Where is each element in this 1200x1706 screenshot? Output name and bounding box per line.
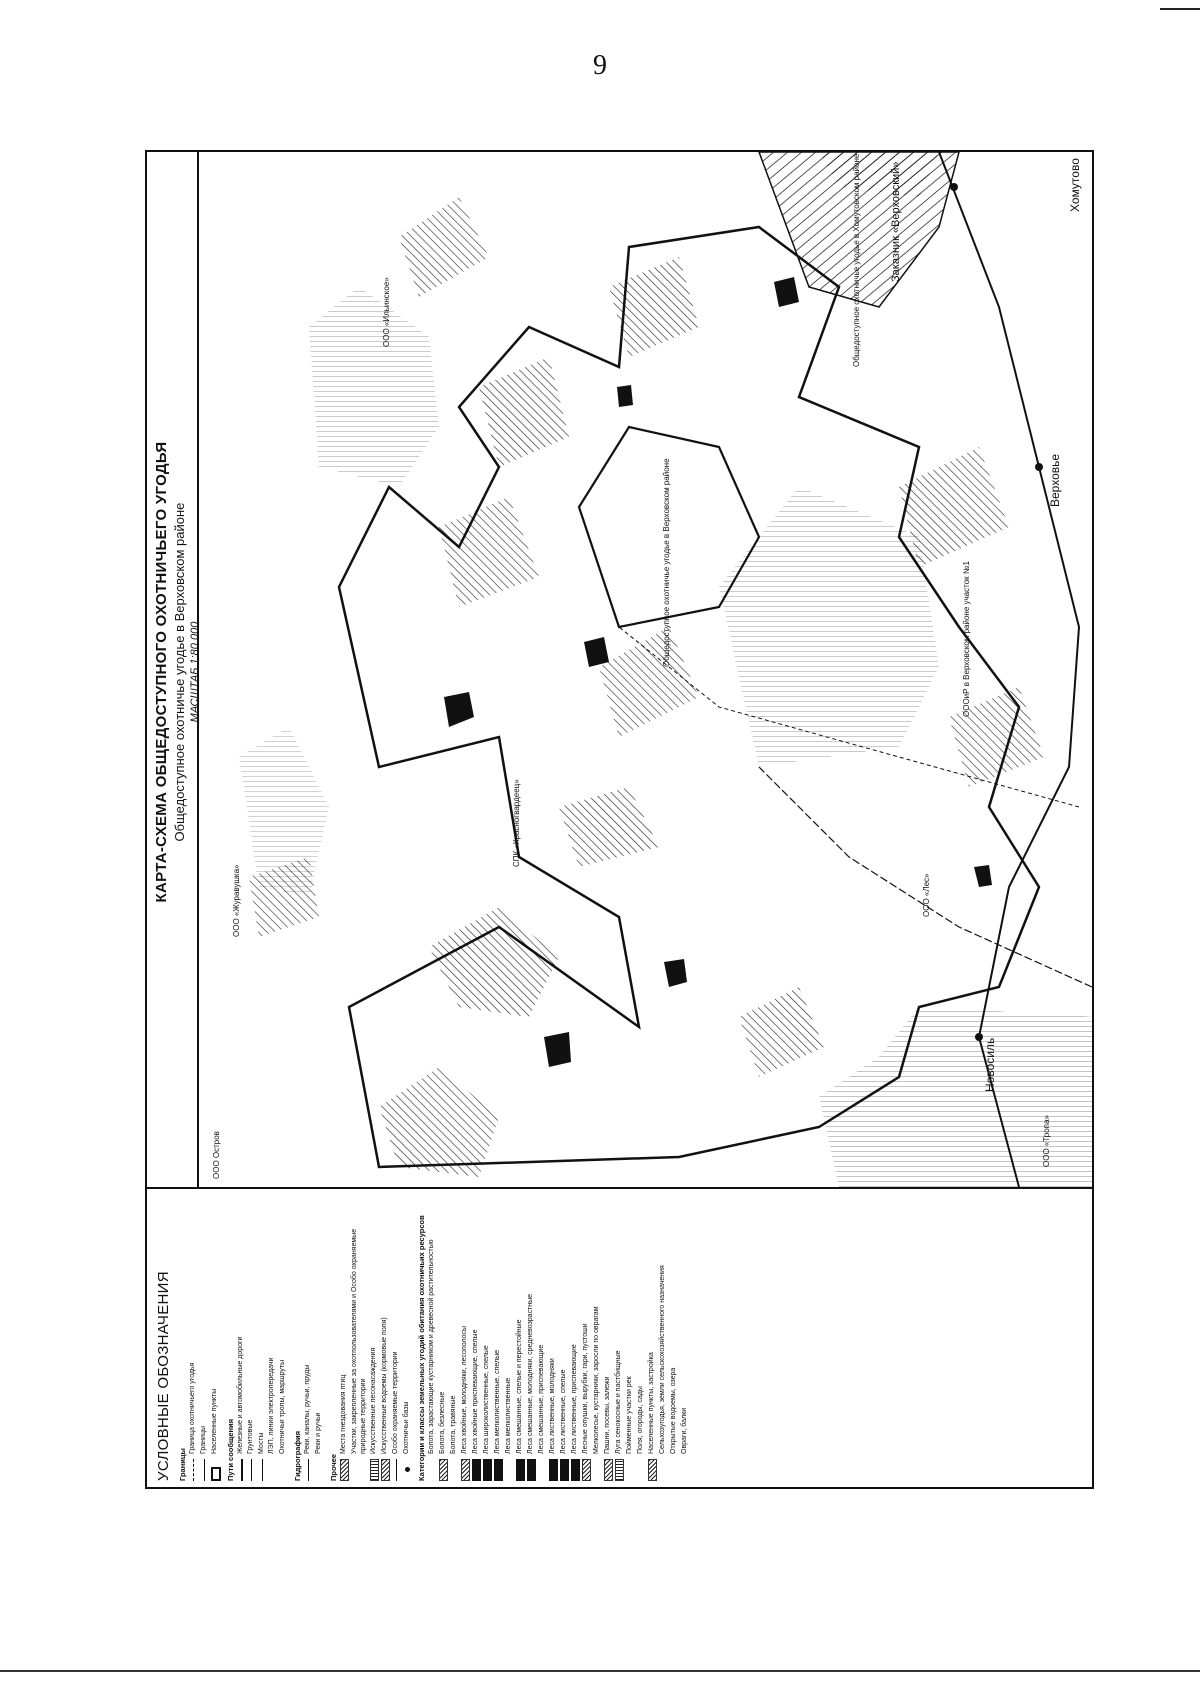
label-spk-krasnogvardeets: СПК «Красногвардеец» (512, 779, 521, 867)
forest-patch-3 (559, 787, 659, 867)
top-rule (1160, 8, 1200, 10)
label-general-access: Общедоступное охотничье угодье в Верховском районе (662, 458, 671, 667)
legend-swatch-thin (204, 1459, 208, 1481)
legend-item (505, 1195, 514, 1481)
legend-item (268, 1195, 277, 1481)
legend-swatch-empty (505, 1459, 514, 1481)
label-ooooip-verkhovsky: ОООиР в Верховском районе участок №1 (962, 561, 971, 717)
label-ooo-zhuravushka: ООО «Журавушка» (232, 864, 241, 937)
legend-section-heading: Категории и классы земельных угодий обитания охотничьих ресурсов (416, 1215, 426, 1481)
legend-item-label: Населенные пункты (210, 1388, 218, 1454)
legend-item (340, 1195, 349, 1481)
bottom-rule (0, 1670, 1200, 1672)
map-canvas (199, 152, 1092, 1187)
legend-item (549, 1195, 558, 1481)
black-patch-5 (774, 277, 799, 307)
legend-swatch-empty (626, 1459, 635, 1481)
label-novosil: Новосиль (983, 1037, 997, 1092)
legend-item (370, 1195, 379, 1481)
legend-item-label: Грунтовые (247, 1419, 255, 1454)
legend-item-label: Леса мелколиственные (504, 1377, 512, 1454)
map-subtitle: Общедоступное охотничье угодье в Верховском районе (172, 502, 187, 842)
legend-swatch-black (472, 1459, 481, 1481)
label-khomutovo: Хомутово (1068, 158, 1082, 212)
legend-item-label: Леса лиственные, приспевающие (570, 1344, 578, 1454)
forest-patch-5 (439, 497, 539, 607)
legend-item (681, 1195, 690, 1481)
page-number: 9 (593, 50, 607, 81)
legend-item-label: Мелколесье, кустарники, заросли по оврагам (592, 1306, 600, 1454)
legend-item (626, 1195, 635, 1481)
legend-swatch-hatch (381, 1459, 390, 1481)
legend-item (483, 1195, 492, 1481)
settlement-marker-novosil (975, 1033, 983, 1041)
forest-patch-9 (739, 987, 824, 1077)
legend-item (461, 1195, 470, 1481)
label-general-access-khomutovo: Общедоступное охотничье угодье в Хомутовском районе (852, 153, 861, 367)
field-stripes-left (819, 1007, 1092, 1187)
forest-patch-12 (609, 257, 699, 357)
legend-swatch-hatch (648, 1459, 657, 1481)
legend-item (439, 1195, 448, 1481)
map-scale: МАСШТАБ 1:80 000 (189, 621, 201, 723)
legend-item (670, 1195, 679, 1481)
legend-swatch-line (241, 1459, 245, 1481)
map-titles (153, 157, 201, 1187)
legend-item (200, 1195, 209, 1481)
legend-item (258, 1195, 267, 1481)
black-patch-1 (444, 692, 474, 727)
legend-swatch-hatch (582, 1459, 591, 1481)
legend-item-label: Искусственные лесонасаждения (370, 1347, 378, 1454)
legend-item (659, 1195, 668, 1481)
legend-swatch-empty (681, 1459, 690, 1481)
forest-patch-4 (599, 627, 699, 737)
legend-swatch-empty (315, 1459, 324, 1481)
legend-swatch-hatch (340, 1459, 349, 1481)
legend-section-heading: Границы (178, 1448, 187, 1481)
legend-swatch-empty (351, 1459, 360, 1481)
legend-item (604, 1195, 613, 1481)
label-verkhovye: Верховье (1048, 453, 1062, 507)
map-title: КАРТА-СХЕМА ОБЩЕДОСТУПНОГО ОХОТНИЧЬЕГО УГОДЬЯ (153, 441, 170, 903)
legend-item-label: Болота, безлесные (438, 1391, 446, 1454)
legend-swatch-hatch (439, 1459, 448, 1481)
legend-item (304, 1195, 313, 1481)
map-sheet (145, 150, 1094, 1489)
legend-item (538, 1195, 547, 1481)
legend-swatch-empty (637, 1459, 646, 1481)
legend-swatch-empty (450, 1459, 459, 1481)
legend-swatch-black (560, 1459, 569, 1481)
legend-swatch-black (483, 1459, 492, 1481)
legend-item-label: Луга сенокосные и пастбищные (614, 1350, 622, 1454)
legend-item (560, 1195, 569, 1481)
legend-swatch-black (494, 1459, 503, 1481)
legend-item-label: Открытые водоемы, озера (669, 1367, 677, 1454)
legend-item-label: Болота, зарастающие кустарником и древесной растительностью (427, 1239, 435, 1454)
legend-item (593, 1195, 602, 1481)
legend-swatch-thin (251, 1459, 255, 1481)
legend-item-label: Участки, закрепленные за охотпользователями и Особо охраняемые природные территории (350, 1228, 367, 1454)
legend-item (615, 1195, 624, 1481)
field-stripes-top (309, 287, 439, 487)
legend-swatch-dot (403, 1459, 412, 1481)
legend-item-label: Леса широколиственные, спелые (482, 1345, 490, 1454)
forest-patch-6 (479, 357, 569, 467)
field-stripes-center (719, 487, 939, 767)
legend-item-label: Пашни, посевы, залежи (603, 1376, 611, 1454)
legend-swatch-black (571, 1459, 580, 1481)
legend-item-label: Леса смешанные, молодняки, средневозрастные (526, 1293, 534, 1454)
legend-item-label: Железные и автомобильные дороги (236, 1336, 244, 1454)
legend-section-heading: Прочее (328, 1453, 338, 1481)
legend-swatch-hatchv (370, 1459, 379, 1481)
label-zakaznik: Заказник «Верховский» (890, 161, 902, 282)
forest-patch-1 (379, 1067, 499, 1177)
legend-section-heading: Гидрография (293, 1430, 303, 1481)
legend-item-label: Граница охотничьего угодья (189, 1362, 196, 1454)
legend-item (450, 1195, 459, 1481)
legend-swatch-empty (670, 1459, 679, 1481)
legend-item (516, 1195, 525, 1481)
legend-item (392, 1195, 401, 1481)
rotated-sheet (147, 152, 1092, 1487)
forest-patch-2 (429, 907, 559, 1017)
legend-swatch-empty (593, 1459, 602, 1481)
legend-item (211, 1195, 221, 1481)
legend-item-label: Леса лиственные, спелые (559, 1369, 567, 1454)
settlement-marker-verkhovye (1035, 463, 1043, 471)
legend-item-label: Овраги, балки (680, 1407, 688, 1454)
legend-item-label: Лесные опушки, вырубки, гари, пустоши (581, 1323, 589, 1454)
legend-swatch-empty (279, 1459, 288, 1481)
legend-item-label: Леса хвойные приспевающие, спелые (471, 1329, 479, 1454)
legend-swatch-hatch (604, 1459, 613, 1481)
label-ooo-ilyinsky: ООО «Ильинское» (382, 277, 391, 347)
legend-item-label: Леса лиственные, молодняки (548, 1358, 556, 1454)
black-patch-7 (974, 865, 992, 887)
legend-item-label: Леса смешанные, приспевающие (537, 1344, 545, 1454)
legend-swatch-empty (538, 1459, 547, 1481)
settlement-marker-khomutovo (950, 183, 958, 191)
legend-swatch-empty (268, 1459, 277, 1481)
label-ooo-top-left: ООО Остров (212, 1131, 221, 1179)
legend-swatch-hatch (461, 1459, 470, 1481)
legend-item-label: Места гнездования птиц (339, 1374, 347, 1454)
legend-swatch-dash (193, 1459, 198, 1481)
legend-swatch-thin (396, 1459, 400, 1481)
legend-swatch-black (549, 1459, 558, 1481)
legend-swatch-box (211, 1467, 221, 1481)
legend-swatch-empty (659, 1459, 668, 1481)
legend-item (403, 1195, 412, 1481)
black-patch-4 (664, 959, 687, 987)
legend-swatch-thin (262, 1459, 266, 1481)
legend-item (381, 1195, 390, 1481)
legend-item-label: Населенные пункты, застройка (647, 1352, 655, 1454)
legend-item (279, 1195, 288, 1481)
legend-section-heading: Пути сообщения (225, 1418, 235, 1481)
legend-swatch-empty (428, 1459, 437, 1481)
legend-item-label: Искусственные водоемы (кормовые поля) (381, 1317, 389, 1454)
legend-item (571, 1195, 580, 1481)
legend-item (351, 1195, 368, 1481)
black-patch-3 (544, 1032, 571, 1067)
label-ooo-bottom: ООО «Тропа» (1042, 1115, 1051, 1167)
legend-item (247, 1195, 256, 1481)
label-ooo-les: ООО «Лес» (922, 873, 931, 917)
legend-item-label: Границы (200, 1426, 207, 1454)
legend-item (189, 1195, 198, 1481)
legend-item-label: Леса мелколиственные, спелые (493, 1349, 501, 1454)
legend (147, 1187, 1092, 1487)
legend-swatch-hatchv (615, 1459, 624, 1481)
legend-item-label: Леса хвойные, молодняки, лесополосы (460, 1325, 468, 1454)
legend-item-label: Охотничьи базы (402, 1401, 410, 1454)
legend-item-label: Особо охраняемые территории (392, 1351, 400, 1454)
legend-item-label: Реки, каналы, ручьи, пруды (304, 1364, 312, 1454)
legend-item-label: Мосты (257, 1432, 265, 1454)
legend-swatch-thin (308, 1459, 312, 1481)
legend-item (527, 1195, 536, 1481)
legend-item (582, 1195, 591, 1481)
legend-item-label: Леса смешанные, спелые и перестойные (515, 1319, 523, 1454)
legend-item (472, 1195, 481, 1481)
legend-item (315, 1195, 324, 1481)
legend-item (428, 1195, 437, 1481)
legend-title: УСЛОВНЫЕ ОБОЗНАЧЕНИЯ (155, 1271, 172, 1481)
map-area (197, 152, 1094, 1187)
legend-swatch-black (516, 1459, 525, 1481)
legend-item-label: Реки и ручьи (314, 1412, 322, 1454)
legend-item (648, 1195, 657, 1481)
legend-item-label: Болота, травяные (449, 1395, 457, 1454)
legend-item-label: Сельхозугодья, земли сельскохозяйственного назначения (658, 1265, 666, 1454)
legend-item (637, 1195, 646, 1481)
legend-item-label: Пойменные участки рек (625, 1376, 633, 1454)
legend-swatch-black (527, 1459, 536, 1481)
legend-body (178, 1195, 690, 1481)
black-patch-6 (617, 385, 633, 407)
legend-item-label: Охотничьи тропы, маршруты (279, 1359, 287, 1454)
legend-item (494, 1195, 503, 1481)
legend-item (237, 1195, 246, 1481)
legend-item-label: ЛЭП, линии электропередачи (268, 1357, 276, 1454)
black-patch-2 (584, 637, 609, 667)
legend-item-label: Поля, огороды, сады (636, 1386, 644, 1454)
forest-patch-10 (399, 197, 489, 297)
